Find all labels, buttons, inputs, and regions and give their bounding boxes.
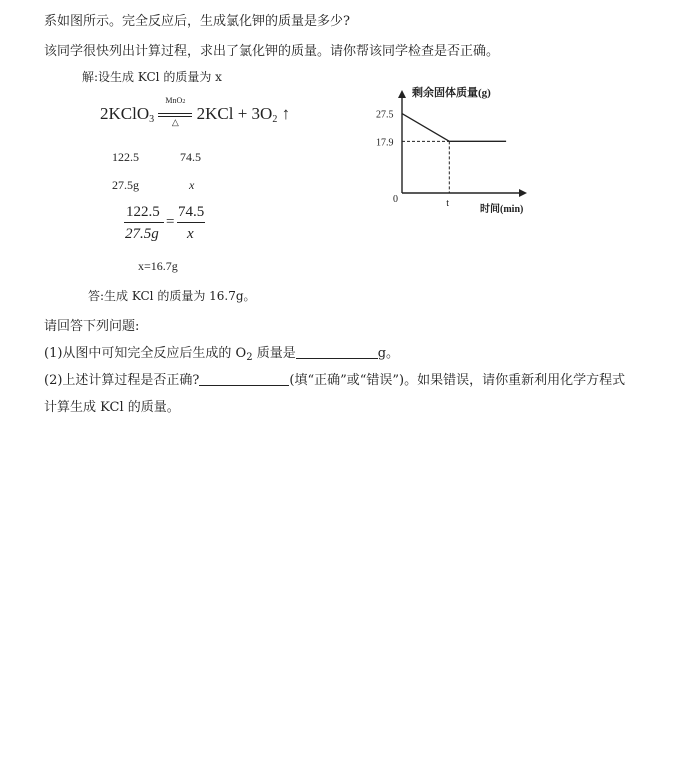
- question-1: [44, 342, 399, 363]
- frac-left-line: [124, 222, 164, 223]
- q2-suffix: (填“正确”或“错误”)。如果错误，请你重新利用化学方程式: [289, 373, 626, 388]
- x-axis-label: 时间(min): [480, 204, 524, 215]
- question-2: [44, 369, 625, 388]
- reactant: [100, 104, 154, 123]
- gas-arrow-icon: ↑: [281, 104, 291, 123]
- q1-subscript: 2: [246, 352, 253, 363]
- answer-line: 答:生成 KCl 的质量为 16.7g。: [88, 289, 256, 303]
- mass-time-chart: [360, 82, 560, 222]
- origin-label: 0: [393, 194, 398, 205]
- solution-set-line: 解:设生成 KCl 的质量为 x: [82, 70, 222, 84]
- question-2-line-2: 计算生成 KCl 的质量。: [44, 400, 180, 415]
- products-subscript: 2: [272, 114, 278, 125]
- frac-equals: =: [166, 214, 175, 230]
- q1-mid: 质量是: [252, 346, 296, 361]
- mass-right: x: [189, 178, 195, 192]
- catalyst-formula: MnO: [165, 96, 183, 105]
- chemical-equation: [100, 96, 291, 127]
- q1-unit: g。: [377, 346, 400, 361]
- q2-answer-blank[interactable]: [199, 373, 289, 386]
- heat-symbol: △: [171, 117, 179, 127]
- intro-line-1: 系如图所示。完全反应后，生成氯化钾的质量是多少?: [44, 14, 350, 29]
- mass-series-line: [402, 114, 506, 142]
- frac-right-line: [177, 222, 205, 223]
- reactant-formula: 2KClO: [100, 104, 150, 123]
- catalyst-label: [158, 96, 192, 105]
- reactant-subscript: 3: [149, 114, 155, 125]
- frac-left-denominator: 27.5g: [125, 226, 159, 242]
- products-formula: 2KCl + 3O: [196, 104, 273, 123]
- catalyst-subscript: 2: [182, 99, 186, 105]
- questions-heading: 请回答下列问题:: [44, 319, 140, 334]
- frac-right-numerator: 74.5: [178, 204, 205, 220]
- mass-left: 27.5g: [112, 178, 139, 192]
- y-axis-label: 剩余固体质量(g): [412, 87, 491, 99]
- reaction-condition: [158, 96, 192, 127]
- x-tick-label-t: t: [446, 198, 450, 209]
- frac-left-numerator: 122.5: [126, 204, 160, 220]
- q1-prefix: (1)从图中可知完全反应后生成的 O: [44, 346, 247, 361]
- products: [197, 104, 278, 123]
- mr-left: 122.5: [112, 150, 139, 164]
- q2-prefix: (2)上述计算过程是否正确?: [44, 373, 200, 388]
- intro-line-2: 该同学很快列出计算过程，求出了氯化钾的质量。请你帮该同学检查是否正确。: [44, 44, 500, 59]
- frac-right-denominator: x: [187, 226, 194, 242]
- result-line: x=16.7g: [138, 259, 178, 273]
- mr-right: 74.5: [180, 150, 201, 164]
- y-tick-label-27-5: 27.5: [376, 109, 394, 121]
- y-tick-label-17-9: 17.9: [376, 137, 394, 149]
- q1-answer-blank[interactable]: [296, 346, 378, 359]
